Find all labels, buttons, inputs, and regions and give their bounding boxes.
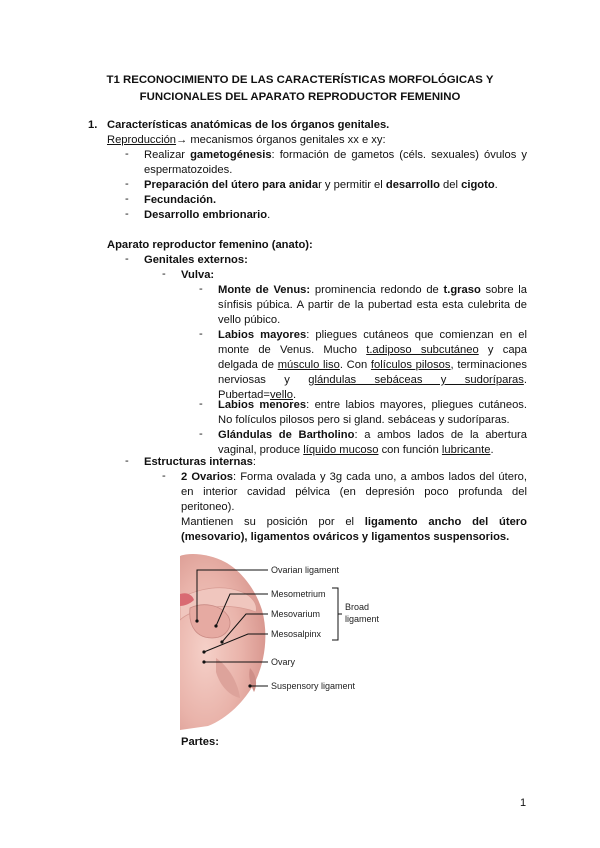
document-title	[95, 72, 505, 106]
bold-text: gametogénesis	[190, 149, 272, 161]
text: Mantienen su posición por el	[181, 516, 365, 528]
reproduccion-text: mecanismos órganos genitales xx e xy:	[187, 134, 386, 146]
bullet-dash: -	[199, 428, 203, 440]
text: : entre labios mayores, pliegues cutáneos. No folículos pilosos pero si gland. sebáceas y sudoríparas.	[218, 399, 528, 426]
bullet-dash: -	[162, 268, 166, 280]
bullet-preparacion	[144, 178, 498, 193]
leader-dot	[214, 624, 217, 627]
text: con función	[378, 444, 442, 456]
label-ovarian-ligament: Ovarian ligament	[271, 565, 340, 575]
reproduccion-line	[107, 133, 386, 148]
mantienen-posicion	[181, 515, 527, 545]
text: del	[439, 179, 462, 191]
glandulas-bartholino	[218, 428, 527, 458]
text: .	[490, 444, 494, 456]
reproduccion-label: Reproducción	[107, 134, 177, 146]
anatomy-heading: Aparato reproductor femenino (anato):	[107, 239, 313, 251]
label-mesosalpinx: Mesosalpinx	[271, 629, 322, 639]
labios-mayores	[218, 328, 527, 403]
text: , terminaciones nerviosas y	[218, 359, 527, 386]
text: Realizar	[144, 149, 191, 161]
bold-text: desarrollo	[385, 179, 440, 191]
leader-dot	[248, 684, 251, 687]
label-suspensory-ligament: Suspensory ligament	[271, 681, 356, 691]
bullet-dash: -	[199, 283, 203, 295]
partes-label: Partes:	[181, 736, 219, 748]
title-line-2: FUNCIONALES DEL APARATO REPRODUCTOR FEMENINO	[139, 91, 461, 103]
ovarios	[181, 470, 527, 515]
broad-ligament-diagram	[180, 548, 410, 730]
underlined-text: lubricante	[441, 444, 491, 456]
bold-text: ligamento ancho del útero (mesovario), ligamentos ováricos y ligamentos suspensorios.	[181, 516, 527, 543]
bold-text: t.graso	[443, 284, 481, 296]
text: y capa delgada de	[218, 344, 527, 371]
bullet-dash: -	[125, 148, 129, 160]
underlined-text: líquido mucoso	[303, 444, 379, 456]
bold-text: Estructuras internas	[144, 456, 253, 468]
bold-text: Monte de Venus:	[218, 284, 311, 296]
underlined-text: vello	[269, 389, 293, 401]
text: .	[494, 179, 498, 191]
leader-dot	[195, 619, 198, 622]
underlined-text: músculo liso	[277, 359, 340, 371]
genitales-externos: Genitales externos:	[144, 254, 248, 266]
underlined-text: t.adiposo subcutáneo	[366, 344, 479, 356]
leader-dot	[202, 660, 205, 663]
underlined-text: folículos pilosos	[370, 359, 451, 371]
estructuras-internas	[144, 455, 256, 470]
vulva-label: Vulva:	[181, 269, 215, 281]
text: sobre la sínfisis púbica. A partir de la pubertad esta esta culebrita de vello púbico.	[218, 284, 527, 326]
title-line-1: T1 RECONOCIMIENTO DE LAS CARACTERÍSTICAS MORFOLÓGICAS Y	[106, 74, 494, 86]
text: r y permitir el	[318, 179, 386, 191]
text: prominencia redondo de	[310, 284, 444, 296]
text: . Con	[339, 359, 371, 371]
text: .	[292, 389, 297, 401]
bold-text: Labios mayores	[218, 329, 307, 341]
leader-dot	[202, 650, 205, 653]
bold-text: Preparación del útero para anida	[144, 179, 319, 191]
text: . Pubertad=	[218, 374, 527, 401]
bold-text: Desarrollo embrionario	[144, 209, 268, 221]
bullet-dash: -	[125, 193, 129, 205]
broad-bracket	[332, 588, 338, 640]
section-heading: Características anatómicas de los órganos genitales.	[107, 119, 390, 131]
text: :	[252, 456, 256, 468]
bullet-desarrollo	[144, 208, 270, 223]
arrow: →	[176, 134, 188, 146]
bold-text: 2 Ovarios	[181, 471, 233, 483]
text: : formación de gametos (céls. sexuales) óvulos y espermatozoides.	[144, 149, 527, 176]
bullet-dash: -	[125, 455, 129, 467]
bullet-gametogenesis	[144, 148, 527, 178]
bullet-dash: -	[199, 398, 203, 410]
monte-de-venus	[218, 283, 527, 328]
label-mesometrium: Mesometrium	[271, 589, 326, 599]
bold-text: Glándulas de Bartholino	[218, 429, 355, 441]
bullet-dash: -	[125, 178, 129, 190]
bullet-dash: -	[125, 208, 129, 220]
section-number: 1.	[88, 119, 98, 131]
bullet-dash: -	[199, 328, 203, 340]
text: : pliegues cutáneos que comienzan en el monte de Venus. Mucho	[218, 329, 528, 356]
label-ovary: Ovary	[271, 657, 296, 667]
label-broad: Broad	[345, 602, 370, 612]
text: : Forma ovalada y 3g cada uno, a ambos lados del útero, en interior cavidad pélvica (en depresión poco profunda del peritoneo).	[181, 471, 527, 513]
text: : a ambos lados de la abertura vaginal, produce	[218, 429, 527, 456]
page-number: 1	[520, 797, 527, 809]
bullet-fecundacion: Fecundación.	[144, 194, 217, 206]
underlined-text: glándulas sebáceas y sudoríparas	[308, 374, 524, 386]
leader-dot	[220, 640, 223, 643]
labios-menores	[218, 398, 527, 428]
label-ligament: ligament	[345, 614, 380, 624]
bold-text: cigoto	[461, 179, 495, 191]
bold-text: Labios menores	[218, 399, 307, 411]
bullet-dash: -	[125, 253, 129, 265]
text: .	[267, 209, 271, 221]
label-mesovarium: Mesovarium	[271, 609, 321, 619]
bullet-dash: -	[162, 470, 166, 482]
